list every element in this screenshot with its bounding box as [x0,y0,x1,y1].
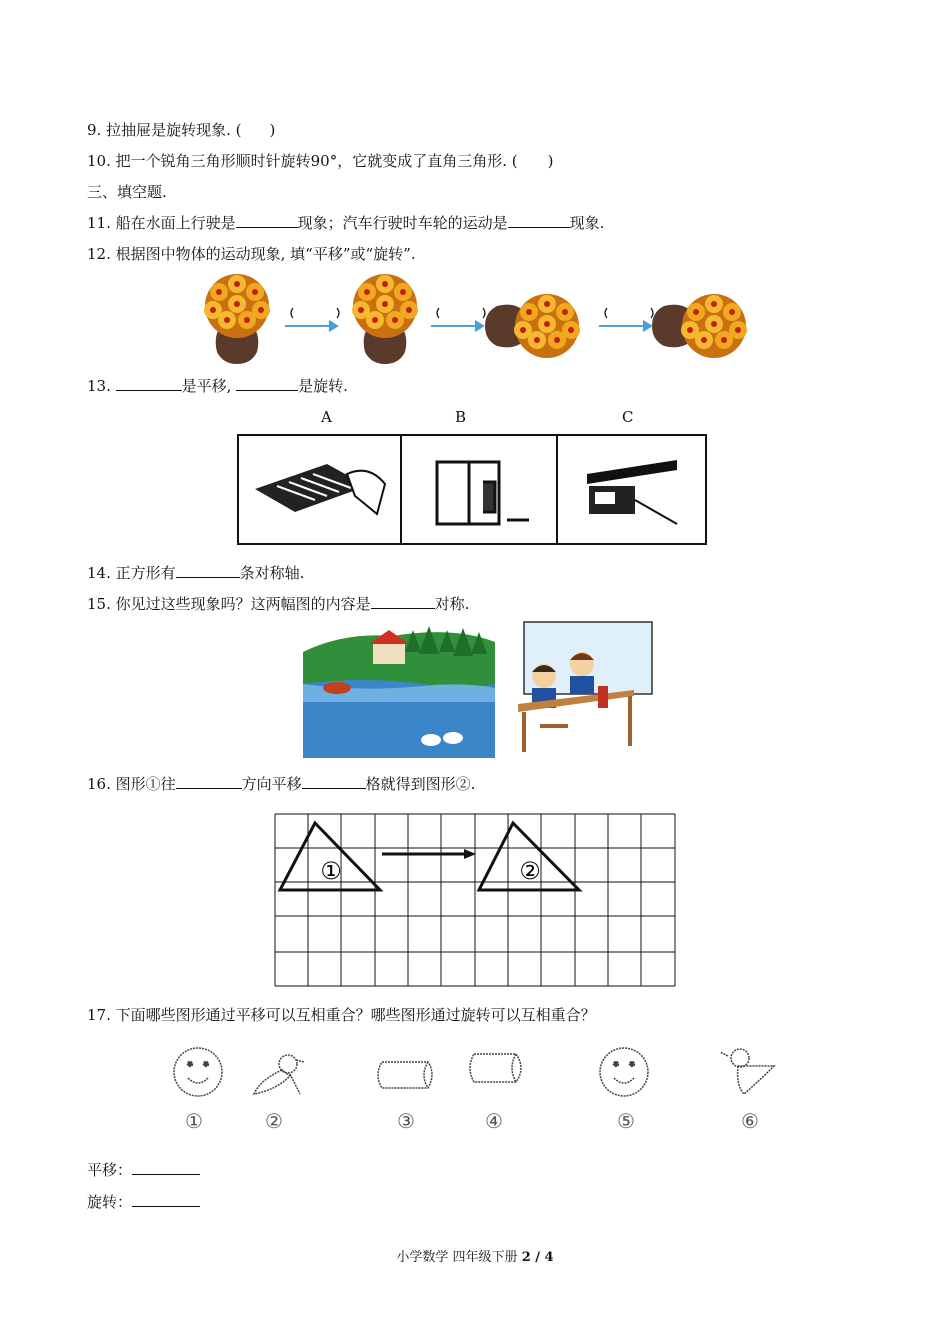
grid-lines [275,814,675,986]
flower-pot-4-rotated [652,294,747,358]
translation-arrow [382,849,476,859]
shape-label-3: ③ [397,1109,415,1133]
mirror-children-picture [518,620,654,756]
label-b: B [455,408,467,426]
label-a: A [321,408,332,426]
answer-rotate: 旋转： [87,1192,200,1212]
shape-1-label: ① [320,857,342,885]
smiley-face-5 [600,1048,648,1096]
answer-blank[interactable] [132,1192,200,1207]
question-13: 13. 是平移, 是旋转. [87,377,348,395]
cylinder-4 [470,1054,521,1082]
answer-translate: 平移： [87,1160,200,1180]
abc-picture-panels [237,434,707,546]
bird-6 [720,1049,774,1094]
shape-label-5: ⑤ [617,1109,635,1133]
translation-grid-figure [274,813,676,988]
question-16: 16. 图形①往 方向平移 格就得到图形②. [87,775,476,793]
cylinder-3 [378,1062,432,1088]
lake-reflection-picture [303,622,495,758]
section-title: 三、填空题. [87,183,167,201]
question-12: 12. 根据图中物体的运动现象, 填“平移”或“旋转”. [87,245,416,263]
paren-marks [291,308,653,318]
shape-label-2: ② [265,1109,283,1133]
answer-blank[interactable] [176,563,240,578]
question-10: 10. 把一个锐角三角形顺时针旋转90°，它就变成了直角三角形. ( ) [87,152,554,170]
shape-label-1: ① [185,1109,203,1133]
flower-pot-1 [204,274,270,364]
question-17: 17. 下面哪些图形通过平移可以互相重合？哪些图形通过旋转可以互相重合？ [87,1006,596,1024]
question-11: 11. 船在水面上行驶是 现象；汽车行驶时车轮的运动是 现象. [87,214,605,232]
page-footer: 小学数学 四年级下册 2 / 4 [396,1250,554,1265]
shape-2-label: ② [519,857,541,885]
question-14: 14. 正方形有 条对称轴. [87,564,305,582]
smiley-face-1 [174,1048,222,1096]
flower-pot-sequence-figure [195,270,755,370]
arrow-2 [431,321,483,331]
answer-blank[interactable] [236,376,298,391]
answer-blank[interactable] [302,774,366,789]
answer-blank[interactable] [116,376,182,391]
flower-pot-2 [352,274,418,364]
answer-blank[interactable] [371,594,435,609]
shape-label-4: ④ [485,1109,503,1133]
label-c: C [622,408,634,426]
answer-blank[interactable] [176,774,242,789]
question-9: 9. 拉抽屉是旋转现象. ( ) [87,121,276,139]
shapes-figure [160,1040,790,1140]
arrow-1 [285,321,337,331]
arrow-3 [599,321,651,331]
question-15: 15. 你见过这些现象吗？这两幅图的内容是 对称. [87,595,470,613]
page-number: 2 / 4 [521,1250,554,1265]
bird-2 [254,1055,304,1094]
answer-blank[interactable] [236,213,298,228]
shape-label-6: ⑥ [741,1109,759,1133]
answer-blank[interactable] [508,213,570,228]
answer-blank[interactable] [132,1160,200,1175]
flower-pot-3-rotated [485,294,580,358]
